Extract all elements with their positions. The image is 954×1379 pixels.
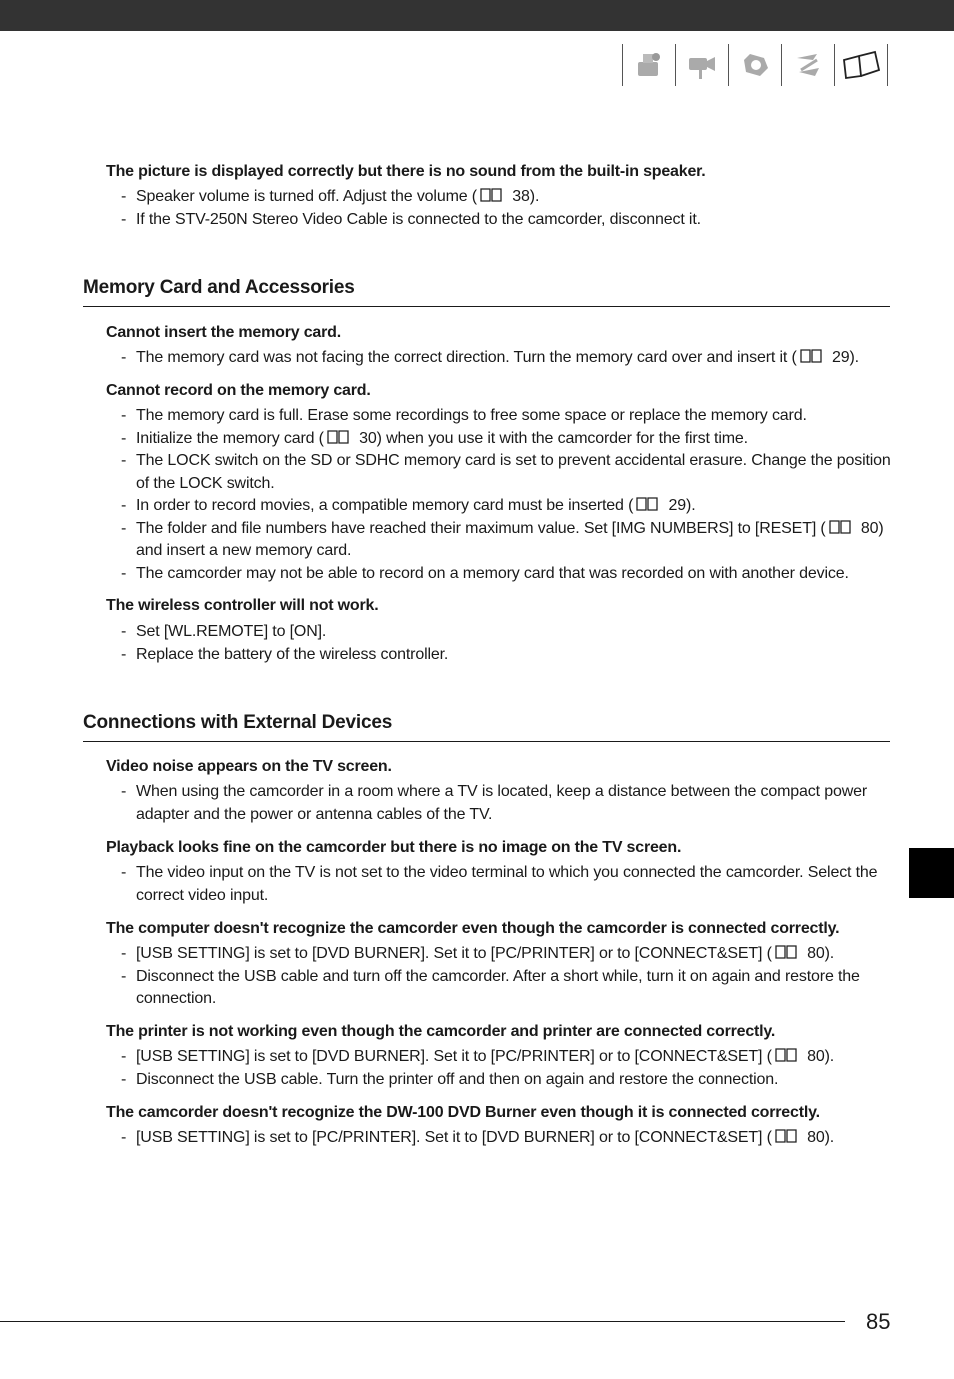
item-text: The camcorder may not be able to record on a memory card that was recorded on with another device.: [136, 564, 849, 582]
bullet-dash: -: [121, 407, 127, 424]
book-reference-icon: [327, 430, 349, 444]
issue-title: Cannot record on the memory card.: [106, 382, 371, 399]
list-item: [121, 1046, 891, 1069]
bullet-dash: -: [121, 1070, 127, 1088]
page-number: 85: [866, 1309, 891, 1334]
list-item: [121, 186, 891, 209]
issue-title: The camcorder doesn't recognize the DW-100 DVD Burner even though it is connected correctly.: [106, 1104, 820, 1121]
chapter-nav-icons: [622, 44, 888, 86]
bullet-dash: -: [121, 1129, 127, 1146]
camcorder-movie-icon[interactable]: [675, 44, 728, 86]
bullet-dash: -: [121, 623, 127, 640]
item-text: [USB SETTING] is set to [PC/PRINTER]. Set it to [DVD BURNER] or to [CONNECT&SET] (: [136, 1129, 772, 1146]
open-book-icon[interactable]: [834, 44, 888, 86]
book-reference-icon: [829, 520, 851, 534]
section-rule: [83, 741, 890, 742]
item-text: 29).: [664, 497, 696, 514]
issue-title: Video noise appears on the TV screen.: [106, 758, 392, 775]
item-text: 80) and insert a new memory card.: [136, 519, 884, 559]
item-text: When using the camcorder in a room where a TV is located, keep a distance between the compact power adapter and the power or antenna cables of the TV.: [136, 783, 868, 823]
bullet-dash: -: [121, 645, 127, 663]
list-item: [121, 862, 891, 907]
list-item: [121, 347, 891, 370]
list-item: [121, 405, 891, 428]
item-text: 29).: [827, 349, 859, 366]
item-text: 80).: [802, 945, 835, 962]
chapter-side-tab: [909, 848, 954, 898]
list-item: [121, 209, 891, 232]
list-item: [121, 621, 891, 644]
list-item: [121, 518, 891, 563]
bullet-dash: -: [121, 188, 127, 205]
item-text: If the STV-250N Stereo Video Cable is connected to the camcorder, disconnect it.: [136, 210, 701, 228]
list-item: [121, 1127, 891, 1150]
item-text: [USB SETTING] is set to [DVD BURNER]. Set it to [PC/PRINTER] or to [CONNECT&SET] (: [136, 945, 772, 962]
item-text: 80).: [802, 1129, 835, 1146]
bullet-dash: -: [121, 1048, 127, 1065]
list-item: [121, 563, 891, 586]
bullet-dash: -: [121, 519, 127, 537]
item-text: The folder and file numbers have reached their maximum value. Set [IMG NUMBERS] to [RESET] (: [136, 519, 826, 537]
section-title: Memory Card and Accessories: [83, 277, 355, 298]
list-item: [121, 450, 891, 495]
transfer-arrows-icon[interactable]: [781, 44, 834, 86]
section-rule: [83, 306, 890, 307]
book-reference-icon: [775, 1048, 797, 1062]
bullet-dash: -: [121, 564, 127, 582]
list-item: [121, 644, 891, 667]
list-item: [121, 1069, 891, 1092]
item-text: 38).: [508, 188, 540, 205]
section-title: Connections with External Devices: [83, 712, 393, 733]
bullet-dash: -: [121, 497, 127, 514]
list-item: [121, 428, 891, 451]
list-item: [121, 943, 891, 966]
bullet-dash: -: [121, 452, 127, 469]
book-reference-icon: [636, 497, 658, 511]
list-item: [121, 966, 891, 1011]
issue-title: The wireless controller will not work.: [106, 597, 379, 614]
item-text: Disconnect the USB cable. Turn the printer off and then on again and restore the connection.: [136, 1070, 779, 1088]
issue-title: Playback looks fine on the camcorder but there is no image on the TV screen.: [106, 839, 682, 856]
issue-title: The computer doesn't recognize the camcorder even though the camcorder is connected correctly.: [106, 920, 840, 937]
bullet-dash: -: [121, 349, 127, 366]
issue-title: The picture is displayed correctly but there is no sound from the built-in speaker.: [106, 163, 706, 180]
item-text: 30) when you use it with the camcorder for the first time.: [354, 429, 748, 447]
issue-title: The printer is not working even though the camcorder and printer are connected correctly.: [106, 1023, 776, 1040]
bullet-dash: -: [121, 429, 127, 447]
footer-rule: [0, 1321, 845, 1322]
bullet-dash: -: [121, 967, 127, 985]
item-text: Set [WL.REMOTE] to [ON].: [136, 623, 327, 640]
item-text: Initialize the memory card (: [136, 429, 324, 447]
book-reference-icon: [800, 349, 822, 363]
book-reference-icon: [480, 188, 502, 202]
book-reference-icon: [775, 1129, 797, 1143]
bullet-dash: -: [121, 783, 127, 800]
bullet-dash: -: [121, 210, 127, 228]
issue-title: Cannot insert the memory card.: [106, 324, 341, 341]
item-text: [USB SETTING] is set to [DVD BURNER]. Set it to [PC/PRINTER] or to [CONNECT&SET] (: [136, 1048, 772, 1065]
camera-photo-icon[interactable]: [728, 44, 781, 86]
top-header-bar: [0, 0, 954, 31]
list-item: [121, 495, 891, 518]
item-text: In order to record movies, a compatible memory card must be inserted (: [136, 497, 634, 514]
bullet-dash: -: [121, 945, 127, 962]
list-item: [121, 781, 891, 826]
item-text: 80).: [802, 1048, 835, 1065]
item-text: The LOCK switch on the SD or SDHC memory card is set to prevent accidental erasure. Change the position of the LOCK switch.: [136, 452, 891, 492]
item-text: Replace the battery of the wireless controller.: [136, 645, 449, 663]
bullet-dash: -: [121, 864, 127, 881]
camcorder-setup-icon[interactable]: [622, 44, 675, 86]
item-text: The video input on the TV is not set to the video terminal to which you connected the camcorder. Select the correct video input.: [136, 864, 878, 904]
item-text: Disconnect the USB cable and turn off the camcorder. After a short while, turn it on again and restore the connection.: [136, 967, 860, 1007]
book-reference-icon: [775, 945, 797, 959]
item-text: The memory card is full. Erase some recordings to free some space or replace the memory card.: [136, 407, 807, 424]
item-text: The memory card was not facing the correct direction. Turn the memory card over and insert it (: [136, 349, 797, 366]
item-text: Speaker volume is turned off. Adjust the volume (: [136, 188, 477, 205]
